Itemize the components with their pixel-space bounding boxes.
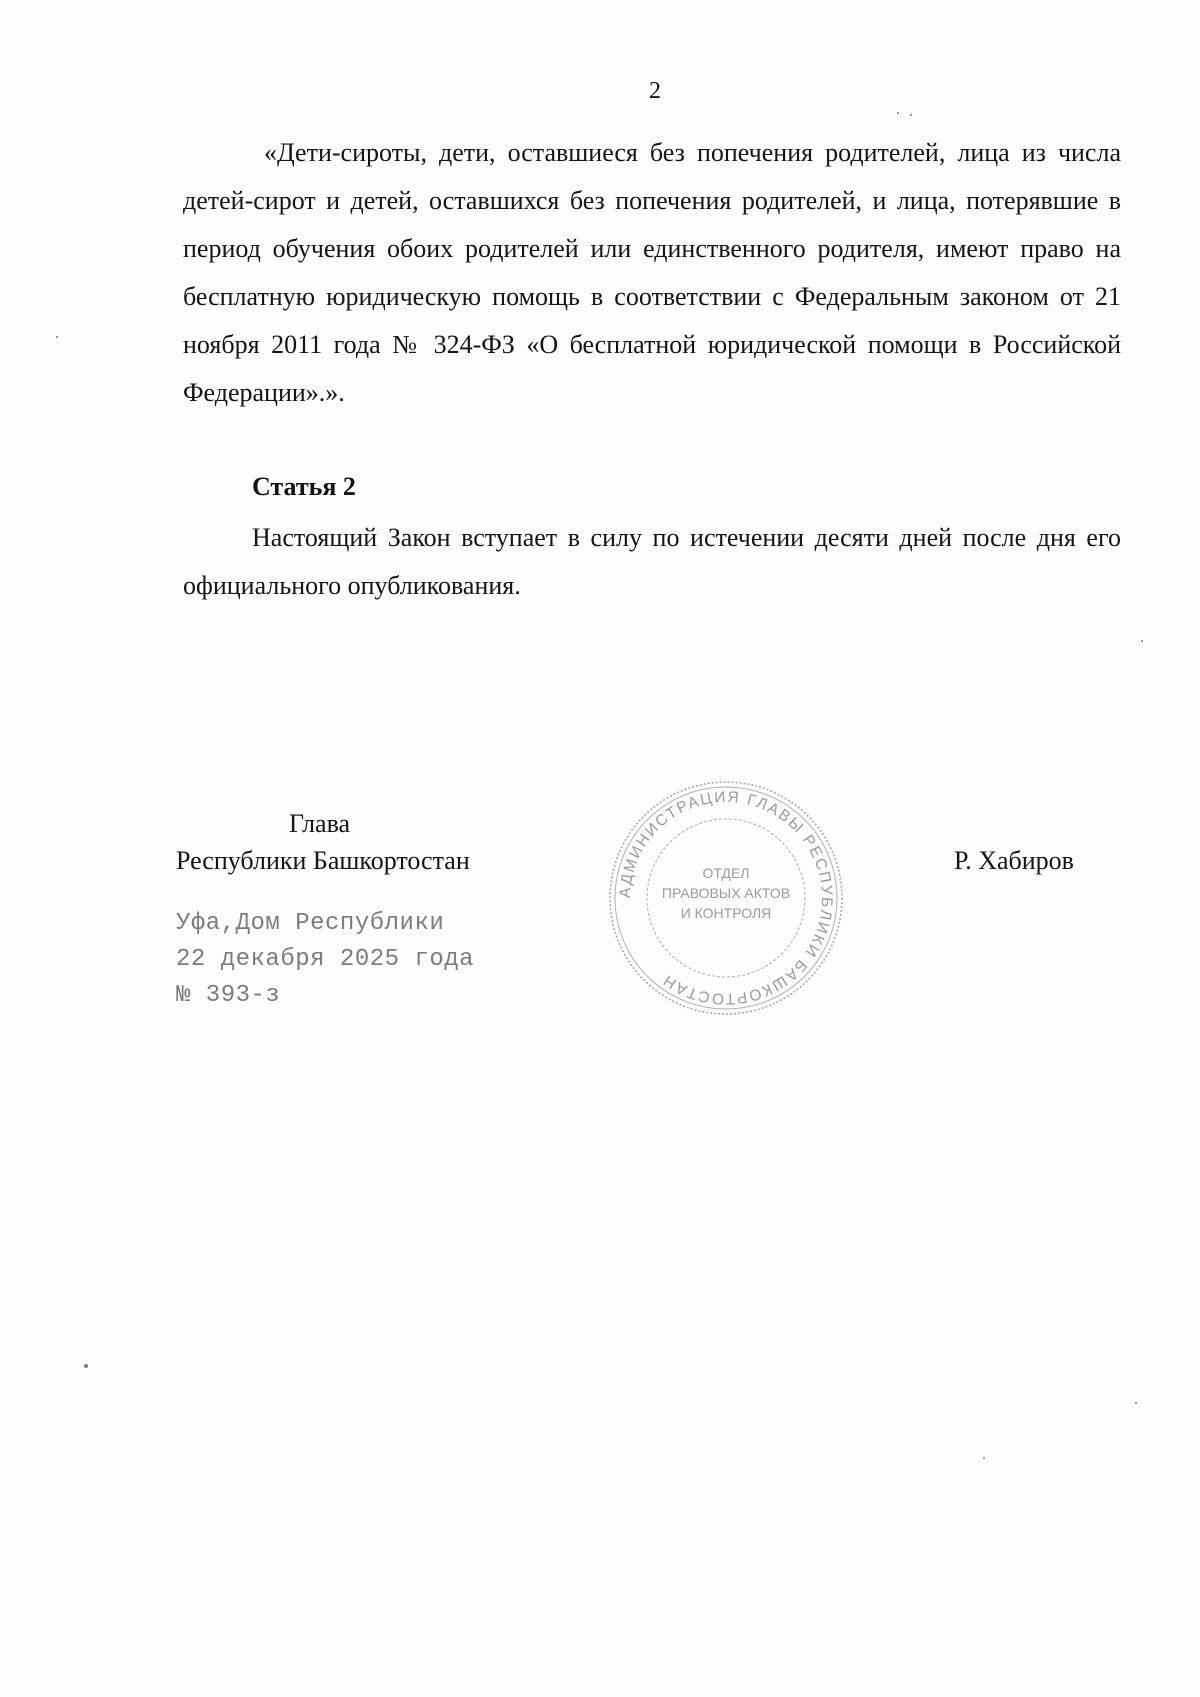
signatory-name: Р. Хабиров xyxy=(954,846,1074,875)
place-date-stamp xyxy=(176,906,474,1014)
seal-center-line-2: ПРАВОВЫХ АКТОВ xyxy=(661,885,791,901)
signatory-title xyxy=(176,805,516,879)
scan-speck xyxy=(897,112,899,114)
scan-speck xyxy=(56,336,58,338)
article-1-paragraph: «Дети-сироты, дети, оставшиеся без попечения родителей, лица из числа детей-сирот и детей, оставшихся без попечения родителей, и лица, потерявшие в период обучения обоих родителей или единственного родителя, имеют право на бесплатную юридическую помощь в соответствии с Федеральным законом от 21 ноября 2011 года № 324-ФЗ «О бесплатной юридической помощи в Российской Федерации».». xyxy=(183,138,1121,407)
scan-speck xyxy=(84,1364,88,1368)
scan-speck xyxy=(1135,1402,1137,1404)
seal-center-line-1: ОТДЕЛ xyxy=(702,865,750,881)
page-number: 2 xyxy=(649,78,661,104)
article-2-paragraph: Настоящий Закон вступает в силу по истечении десяти дней после дня его официального опубликования. xyxy=(183,523,1121,600)
scan-speck xyxy=(910,114,912,116)
article-2-heading: Статья 2 xyxy=(252,472,356,501)
scan-speck xyxy=(1141,640,1143,642)
signatory-title-line-1: Глава xyxy=(289,809,351,838)
seal-center-line-3: И КОНТРОЛЯ xyxy=(680,905,772,921)
scan-speck xyxy=(983,1457,985,1459)
official-seal xyxy=(606,778,846,1018)
date-line: 22 декабря 2025 года xyxy=(176,946,475,973)
place-line: Уфа,Дом Республики xyxy=(176,910,445,937)
signatory-title-line-2: Республики Башкортостан xyxy=(176,846,470,875)
seal-ring-text-path: АДМИНИСТРАЦИЯ ГЛАВЫ РЕСПУБЛИКИ БАШКОРТОСТАН xyxy=(616,788,836,1008)
number-line: № 393-з xyxy=(176,982,281,1009)
